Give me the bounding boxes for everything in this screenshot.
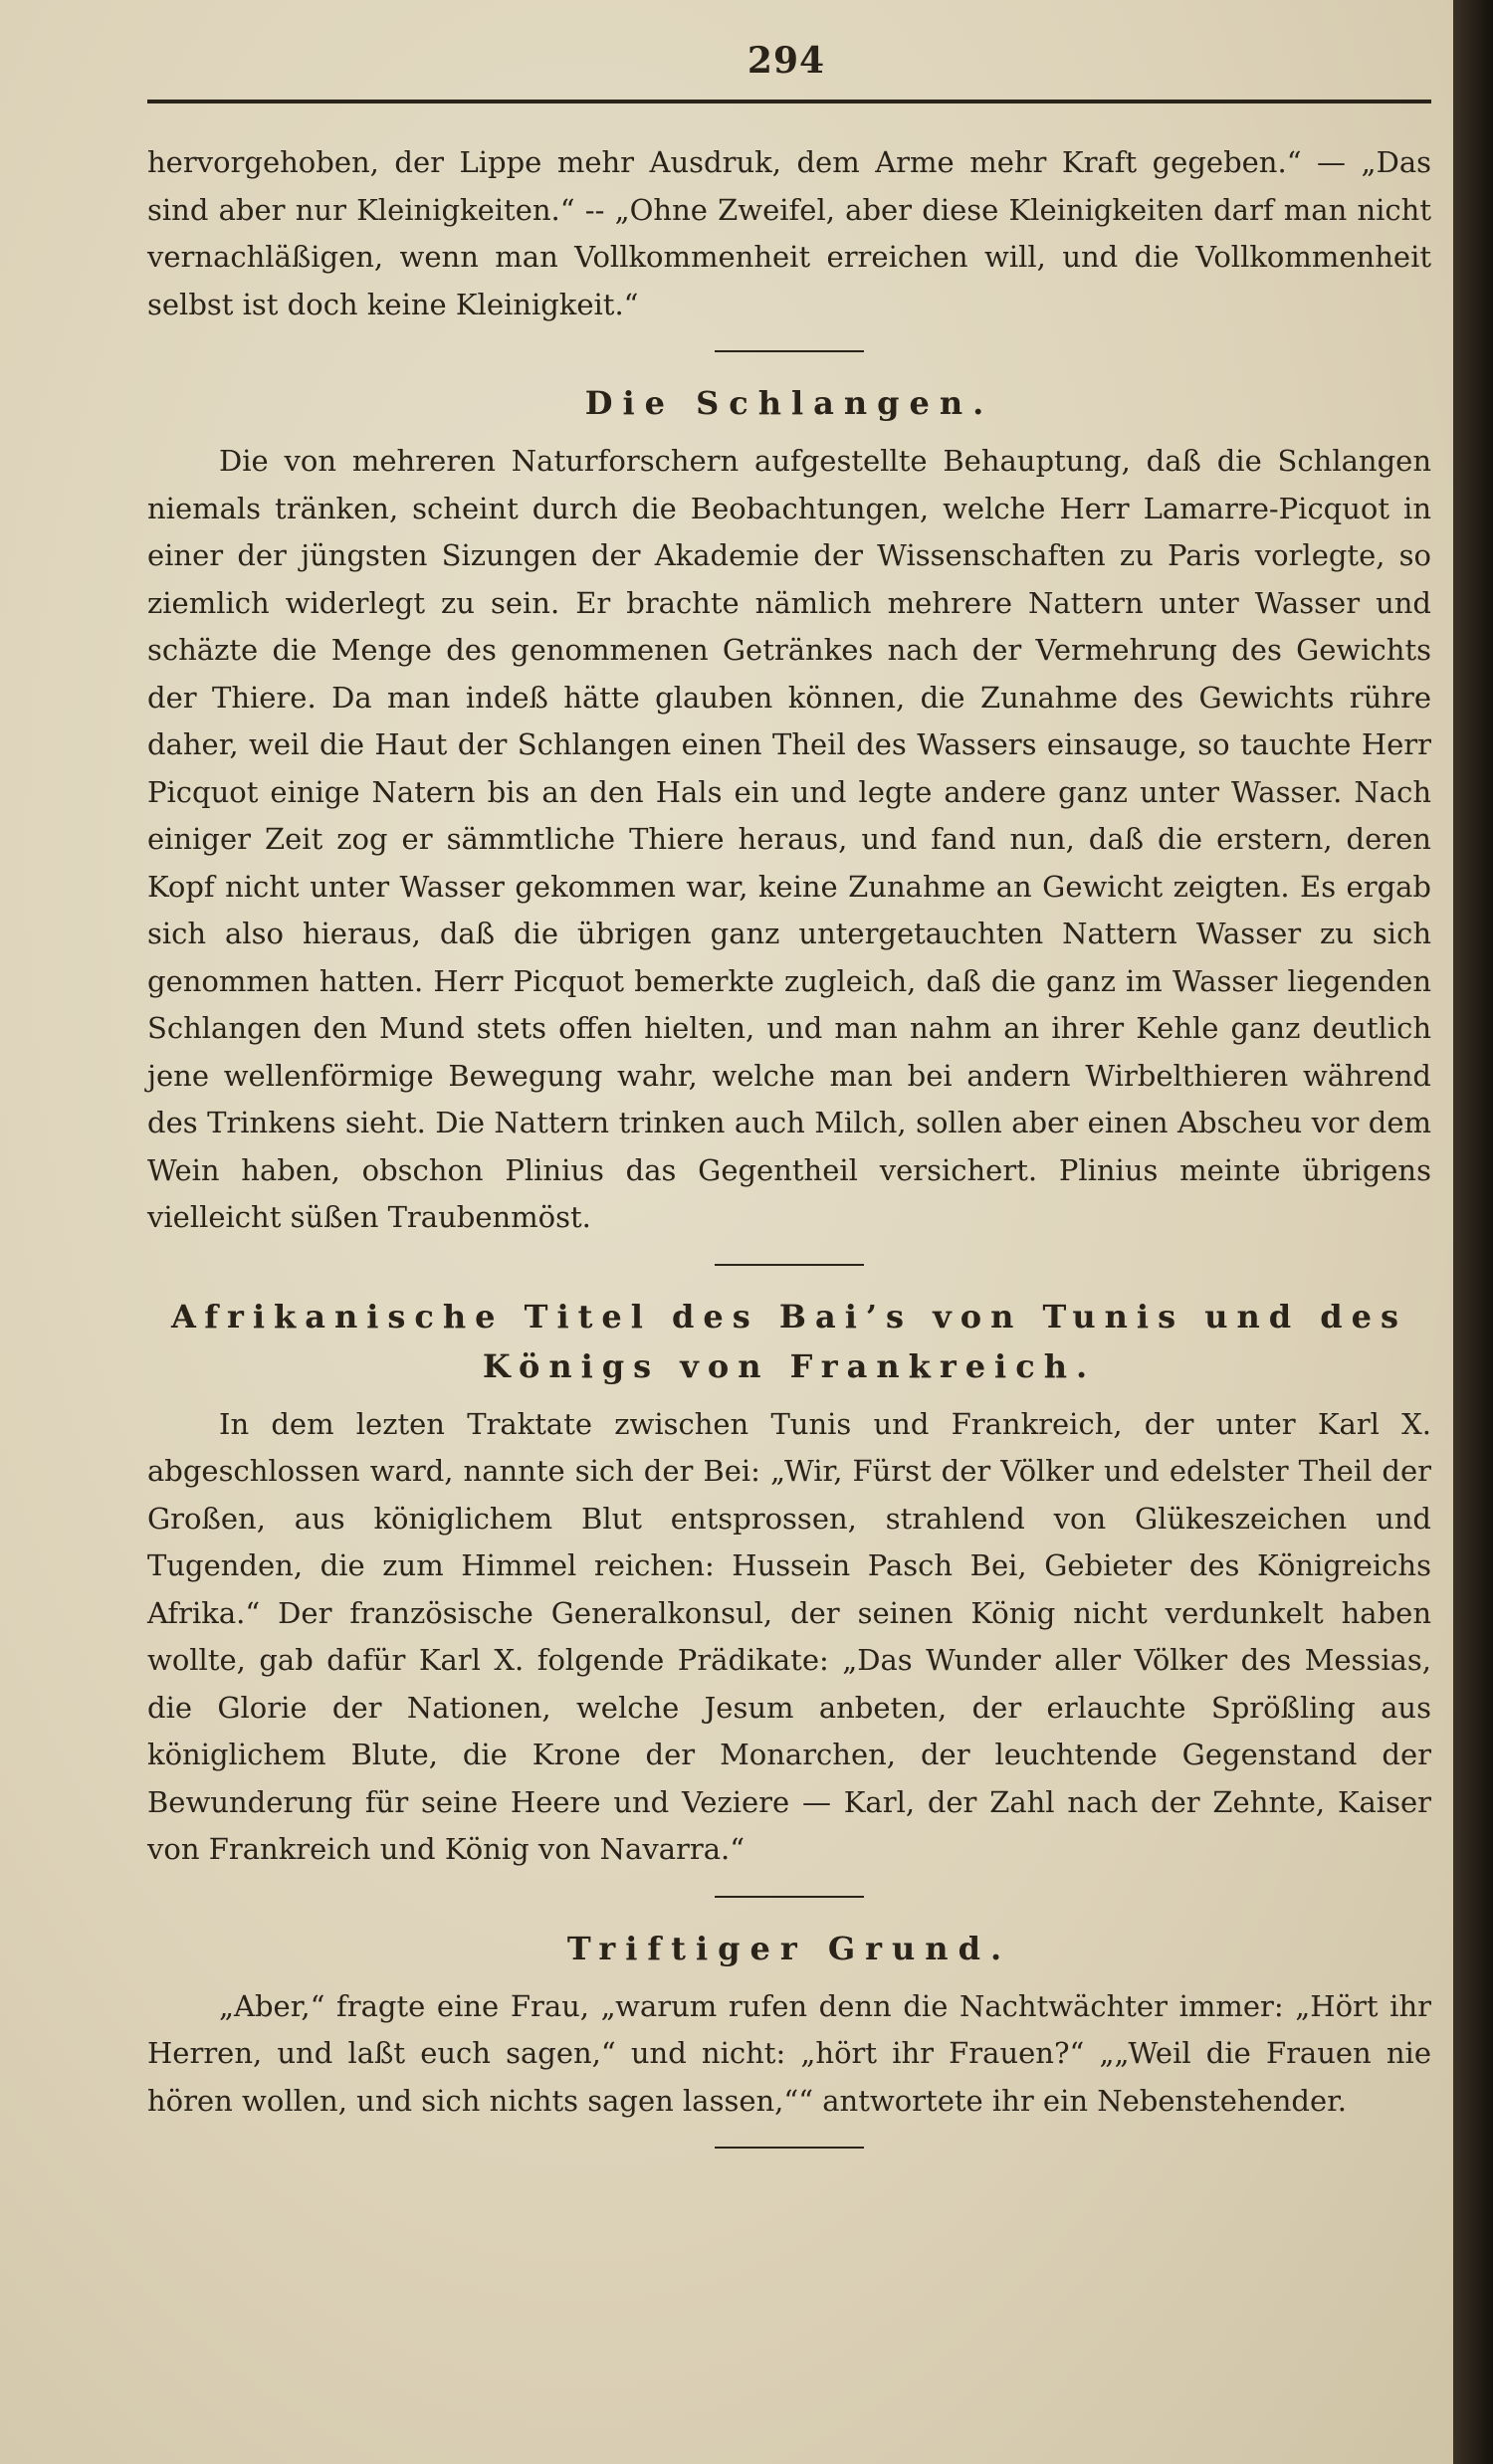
article-paragraph: In dem lezten Traktate zwischen Tunis und Frankreich, der unter Karl X. abgeschlossen ward, nannte sich der Bei: „Wir, Fürst der Völker und edelster Theil der Großen, aus königlichem Blut entsprossen, strahlend von Glükeszeichen und Tugenden, die zum Himmel reichen: Hussein Pasch Bei, Gebieter des Königreichs Afrika.“ Der französische Generalkonsul, der seinen König nicht verdunkelt haben wollte, gab dafür Karl X. folgende Prädikate: „Das Wunder aller Völker des Messias, die Glorie der Nationen, welche Jesum anbeten, der erlauchte Sprößling aus königlichem Blute, die Krone der Monarchen, der leuchtende Gegenstand der Bewunderung für seine Heere und Veziere — Karl, der Zahl nach der Zehnte, Kaiser von Frankreich und König von Navarra.“ (147, 1406, 1431, 1866)
section-divider (715, 1264, 864, 1266)
intro-paragraph: hervorgehoben, der Lippe mehr Ausdruk, dem Arme mehr Kraft gegeben.“ — „Das sind aber nur Kleinigkeiten.“ -- „Ohne Zweifel, aber diese Kleinigkeiten darf man nicht vernachläßigen, wenn man Vollkommenheit erreichen will, und die Vollkommenheit selbst ist doch keine Kleinigkeit.“ (147, 145, 1431, 321)
header-rule (147, 100, 1431, 103)
article-triftiger-grund (147, 1924, 1431, 2126)
page-content (147, 139, 1431, 2174)
article-paragraph: Die von mehreren Naturforschern aufgestellte Behauptung, daß die Schlangen niemals tränken, scheint durch die Beobachtungen, welche Herr Lamarre-Picquot in einer der jüngsten Sizungen der Akademie der Wissenschaften zu Paris vorlegte, so ziemlich widerlegt zu sein. Er brachte nämlich mehrere Nattern unter Wasser und schäzte die Menge des genommenen Getränkes nach der Vermehrung des Gewichts der Thiere. Da man indeß hätte glauben können, die Zunahme des Gewichts rühre daher, weil die Haut der Schlangen einen Theil des Wassers einsauge, so tauchte Herr Picquot einige Natern bis an den Hals ein und legte andere ganz unter Wasser. Nach einiger Zeit zog er sämmtliche Thiere heraus, und fand nun, daß die erstern, deren Kopf nicht unter Wasser gekommen war, keine Zunahme an Gewicht zeigten. Es ergab sich also hieraus, daß die übrigen ganz untergetauchten Nattern Wasser zu sich genommen hatten. Herr Picquot bemerkte zugleich, daß die ganz im Wasser liegenden Schlangen den Mund stets offen hielten, und man nahm an ihrer Kehle ganz deutlich jene wellenförmige Bewegung wahr, welche man bei andern Wirbelthieren während des Trinkens sieht. Die Nattern trinken auch Milch, sollen aber einen Abscheu vor dem Wein haben, obschon Plinius das Gegentheil versichert. Plinius meinte übrigens vielleicht süßen Traubenmöst. (147, 444, 1431, 1234)
page-number: 294 (746, 40, 826, 82)
page-edge-shadow (1453, 0, 1493, 2464)
article-title: Afrikanische Titel des Bai’s von Tunis und des Königs von Frankreich. (170, 1297, 1408, 1385)
section-divider (715, 2147, 864, 2149)
section-divider (715, 350, 864, 352)
article-schlangen (147, 378, 1431, 1242)
article-paragraph: „Aber,“ fragte eine Frau, „warum rufen denn die Nachtwächter immer: „Hört ihr Herren, und laßt euch sagen,“ und nicht: „hört ihr Frauen?“ „„Weil die Frauen nie hören wollen, und sich nichts sagen lassen,““ antwortete ihr ein Nebenstehender. (147, 1988, 1431, 2118)
section-divider (715, 1896, 864, 1898)
article-afrikanische-titel (147, 1292, 1431, 1874)
article-title: Die Schlangen. (584, 384, 994, 422)
article-title: Triftiger Grund. (566, 1929, 1012, 1967)
